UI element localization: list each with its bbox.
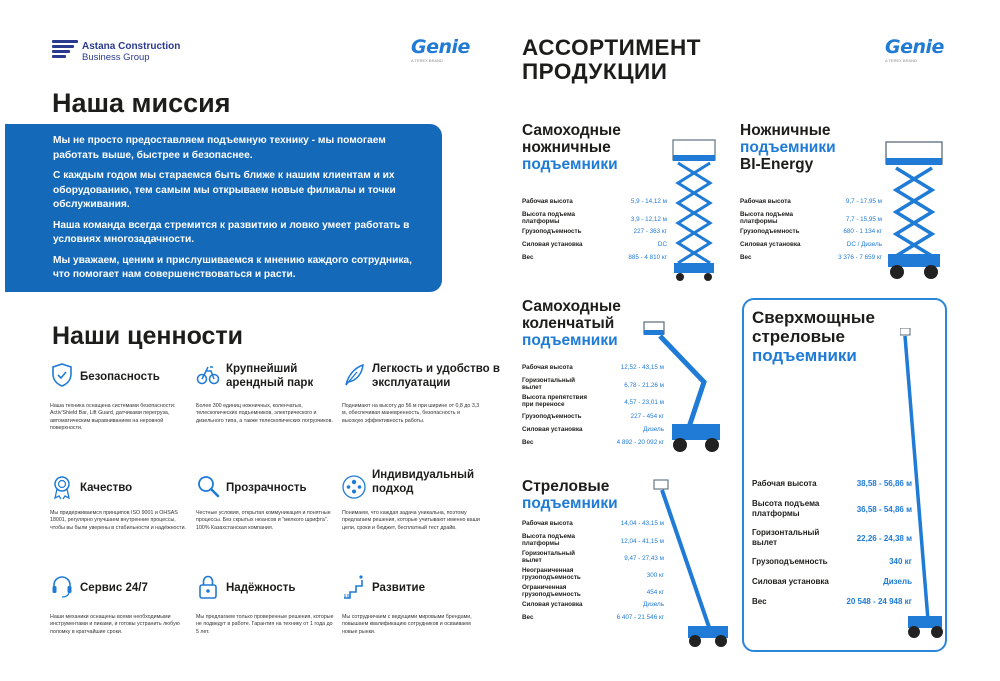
bike-icon [196, 362, 220, 388]
spec-row: Вес 4 892 - 20 092 кг [522, 439, 664, 446]
logo-bars-icon [52, 40, 78, 62]
spec-row: Рабочая высота 12,52 - 43,15 м [522, 364, 664, 371]
company-logo [52, 40, 192, 64]
value-text: Мы придерживаемся принципов ISO 9001 и OHSAS 18001, регулярно улучшаем внутренние процессы, чтобы вы были уверены в стабильности и надёжности. [50, 510, 187, 531]
super-boom-lift-image [900, 328, 944, 643]
mission-title: Наша миссия [52, 88, 231, 118]
spec-row: Ограниченная грузоподъемность 454 кг [522, 584, 664, 598]
people-icon [342, 474, 366, 500]
bienergy-title: Ножничные подъемники BI-Energy [740, 122, 836, 173]
spec-row: Силовая установка Дизель [522, 426, 664, 433]
company-name-line2: Business Group [82, 52, 150, 63]
values-title: Наши ценности [52, 322, 244, 350]
value-text: Наши механики оснащены всеми необходимыми инструментами и пиками, и готовы устранить любую поломку в кратчайшие сроки. [50, 614, 180, 635]
spec-row: Грузоподъемность 340 кг [752, 557, 912, 566]
medal-icon [50, 474, 74, 500]
spec-row: Высота подъема платформы 36,58 - 54,86 м [752, 499, 912, 518]
feather-icon [342, 362, 366, 388]
bienergy-lift-image [882, 138, 946, 283]
scissor-specs [522, 198, 669, 267]
spec-row: Горизонтальный вылет 9,47 - 27,43 м [522, 550, 664, 564]
lock-icon [196, 574, 220, 600]
value-text: Мы сотрудничаем с ведущими мировыми брендами, повышаем квалификацию сотрудников и осваиваем новые рынки. [342, 614, 472, 635]
spec-row: Рабочая высота 9,7 - 17,95 м [740, 198, 882, 205]
telescopic-title: Стреловые подъемники [522, 478, 618, 512]
value-text: Честные условия, открытая коммуникация и понятные процессы. Без скрытых нюансов и "мелкого шрифта". 100% Казахстанская компания. [196, 510, 331, 531]
spec-row: Вес 885 - 4 810 кг [522, 254, 667, 261]
spec-row: Грузоподъемность 680 - 1 134 кг [740, 228, 882, 235]
spec-row: Высота подъема платформы 7,7 - 15,95 м [740, 211, 882, 225]
value-title: Индивидуальный подход [372, 469, 475, 495]
value-title: Качество [80, 482, 133, 494]
bienergy-specs [740, 198, 882, 267]
value-title: Легкость и удобство в эксплуатации [372, 363, 500, 389]
spec-row: Вес 20 548 - 24 948 кг [752, 597, 912, 606]
mission-paragraph: Наша команда всегда стремится к развитию и ловко умеет работать в условиях многозадачности. [53, 219, 410, 245]
spec-row: Высота подъема платформы 12,04 - 41,15 м [522, 533, 664, 547]
scissor-title: Самоходные ножничные подъемники [522, 122, 621, 173]
spec-row: Горизонтальный вылет 22,26 - 24,38 м [752, 528, 912, 547]
value-title: Безопасность [80, 371, 160, 383]
scissor-lift-image [670, 135, 720, 285]
stairs-icon [342, 574, 366, 600]
telescopic-lift-image [652, 478, 732, 650]
value-title: Развитие [372, 582, 426, 594]
value-text: Наша техника оснащена системами безопасности: Activ'Shield Bar, Lift Guard, датчиками перегруза, автоматическим выравниванием на неровной поверхности. [50, 403, 176, 431]
value-text: Понимаем, что каждая задача уникальна, поэтому предлагаем решения, которые учитывают именно ваши цели, сроки и бюджет, бесплатный тест драйв. [342, 510, 480, 531]
spec-row: Горизонтальный вылет 6,78 - 21,26 м [522, 377, 664, 391]
spec-row: Рабочая высота 38,58 - 56,86 м [752, 479, 912, 488]
value-title: Прозрачность [226, 482, 307, 494]
spec-row: Грузоподъемность 227 - 454 кг [522, 413, 664, 420]
spec-row: Неограниченная грузоподъемность 300 кг [522, 567, 664, 581]
value-text: Мы предлагаем только проверенные решения, которые не подведут в работе. Гарантия на технику от 1 года до 5 лет. [196, 614, 334, 635]
telescopic-specs [522, 520, 664, 627]
spec-row: Силовая установка Дизель [752, 577, 912, 586]
mission-box [5, 124, 442, 292]
value-title: Сервис 24/7 [80, 582, 148, 594]
spec-row: Вес 6 407 - 21 546 кг [522, 614, 664, 621]
assortment-title: АССОРТИМЕНТ ПРОДУКЦИИ [522, 35, 701, 84]
super-title: Сверхмощные стреловые подъемники [752, 308, 875, 365]
super-specs [752, 479, 912, 617]
company-name-line1: Astana Construction [82, 41, 181, 52]
value-text: Поднимают на высоту до 56 м при ширине от 0,8 до 3,3 м, обеспечивая маневренность, безопасность и высокую эффективность работы. [342, 403, 480, 424]
mission-paragraph: Мы не просто предоставляем подъемную технику - мы помогаем работать выше, быстрее и безопаснее. [53, 135, 386, 161]
genie-logo-right: Genie A TEREX BRAND [885, 36, 944, 63]
spec-row: Высота препятствия при переносе 4,57 - 23,01 м [522, 394, 664, 408]
value-text: Более 300 единиц ножничных, коленчатых, телескопических подъемников, электрического и дизельного типа, а также телескопических погрузчиков. [196, 403, 333, 424]
mission-paragraph: Мы уважаем, ценим и прислушиваемся к мнению каждого сотрудника, что помогает нам совершенствоваться и расти. [53, 254, 412, 280]
value-title: Крупнейший арендный парк [226, 363, 314, 389]
articulated-lift-image [642, 312, 737, 457]
mission-paragraph: С каждым годом мы стараемся быть ближе к нашим клиентам и их оборудованию, тем самым мы открываем новые филиалы и точки обслуживания. [53, 170, 396, 210]
spec-row: Высота подъема платформы 3,9 - 12,12 м [522, 211, 667, 225]
spec-row: Силовая установка Дизель [522, 601, 664, 608]
magnifier-icon [196, 474, 220, 500]
headset-icon [50, 574, 74, 600]
articulated-title: Самоходные коленчатый подъемники [522, 298, 621, 349]
spec-row: Рабочая высота 5,9 - 14,12 м [522, 198, 667, 205]
value-title: Надёжность [226, 582, 296, 594]
spec-row: Грузоподъемность 227 - 363 кг [522, 228, 667, 235]
genie-logo-left: Genie A TEREX BRAND [411, 36, 470, 63]
spec-row: Рабочая высота 14,04 - 43,15 м [522, 520, 664, 527]
spec-row: Силовая установка DC / Дизель [740, 241, 882, 248]
spec-row: Силовая установка DC [522, 241, 667, 248]
spec-row: Вес 3 376 - 7 659 кг [740, 254, 882, 261]
shield-check-icon [50, 362, 74, 388]
